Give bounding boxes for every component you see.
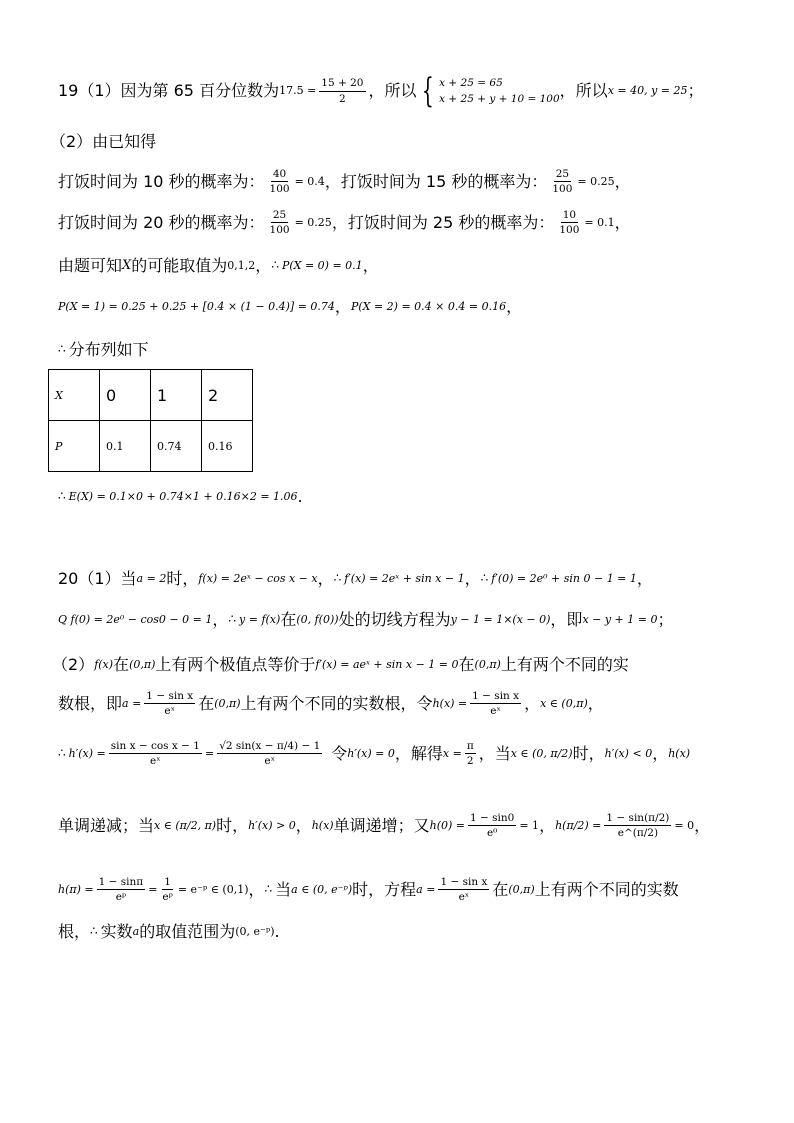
- table-cell: 2: [202, 370, 253, 421]
- math: h(x) =: [432, 696, 468, 710]
- text: ，当: [478, 743, 511, 763]
- therefore-symbol: ∴: [58, 489, 66, 504]
- text: 令: [331, 743, 348, 763]
- q20-monotonic-line: [58, 812, 754, 839]
- math: h(π/2) =: [555, 818, 602, 832]
- text: 20（1）当: [58, 569, 137, 588]
- text: ，即: [550, 610, 583, 629]
- fraction: [470, 690, 521, 717]
- q19-part1-line: [58, 71, 754, 111]
- text: ，: [614, 212, 631, 232]
- text: （2）由已知得: [50, 132, 157, 151]
- numerator: 1 − sin x: [144, 690, 195, 704]
- text: 分布列如下: [68, 340, 149, 359]
- text: （2）: [52, 655, 95, 674]
- math: x ∈ (π/2, π): [154, 818, 217, 832]
- fraction: [109, 740, 202, 767]
- table-cell: 0.16: [202, 421, 253, 472]
- q19-prob-calc-line: [58, 297, 754, 316]
- denominator: 100: [559, 224, 580, 237]
- denominator: eˣ: [490, 705, 501, 718]
- text: 在: [280, 610, 297, 629]
- therefore-symbol: ∴: [58, 746, 66, 761]
- math: E(X) = 0.1×0 + 0.74×1 + 0.16×2 = 1.06: [68, 490, 298, 503]
- text: ，: [539, 815, 556, 835]
- q19-expectation-line: [58, 487, 754, 506]
- denominator: 100: [552, 183, 573, 196]
- equation-row: x + 25 = 65: [439, 76, 503, 89]
- numerator: 1 − sin x: [438, 876, 489, 890]
- math: P(X = 0) = 0.1: [281, 259, 363, 272]
- text: ，: [524, 693, 541, 713]
- math: (0,π): [474, 658, 501, 671]
- math: y − 1 = 1×(x − 0): [450, 613, 551, 626]
- table-row: [49, 370, 253, 421]
- fraction: [160, 876, 174, 903]
- denominator: eˣ: [264, 755, 276, 768]
- math: h(x): [311, 818, 334, 832]
- fraction: [557, 209, 581, 236]
- numerator: π: [465, 740, 476, 754]
- text: ，: [652, 743, 669, 763]
- text: 时，方程: [352, 879, 417, 899]
- math: x − y + 1 = 0: [582, 613, 658, 626]
- text: 处的切线方程为: [338, 610, 451, 629]
- text: 实数: [100, 922, 133, 941]
- text: ，: [295, 815, 312, 835]
- text: ，打饭时间为 15 秒的概率为：: [324, 171, 548, 191]
- math: (0,π): [214, 696, 241, 710]
- text: 上有两个不同的实: [500, 655, 629, 674]
- math: (0,π): [508, 882, 535, 896]
- numerator: 1 − sinπ: [97, 876, 146, 890]
- table-cell: X: [49, 370, 100, 421]
- math: x ∈ (0, π/2): [510, 746, 573, 760]
- text: 在: [492, 879, 509, 899]
- math: X: [122, 257, 132, 273]
- text: ，解得: [394, 743, 443, 763]
- math: a ∈ (0, e⁻ᵖ): [291, 882, 353, 896]
- text: 在: [113, 655, 130, 674]
- text: 根，: [58, 922, 91, 941]
- text: ，: [317, 569, 334, 588]
- math: f(x) = 2eˣ − cos x − x: [198, 572, 318, 585]
- math: a =: [416, 882, 436, 896]
- fraction: [604, 812, 671, 839]
- math: Q f(0) = 2e⁰ − cos0 − 0 = 1: [58, 613, 213, 626]
- math: = e⁻ᵖ ∈ (0,1): [177, 882, 249, 896]
- text: 单调递增；又: [333, 815, 430, 835]
- text: 打饭时间为 10 秒的概率为：: [58, 171, 265, 191]
- numerator: 1 − sin0: [468, 812, 516, 826]
- text: .: [274, 922, 280, 941]
- table-cell: 0.74: [151, 421, 202, 472]
- denominator: e⁰: [486, 827, 498, 840]
- text: 时，: [572, 743, 605, 763]
- therefore-symbol: ∴: [228, 612, 237, 627]
- therefore-symbol: ∴: [333, 571, 342, 586]
- denominator: eᵖ: [162, 891, 173, 904]
- text: 由题可知: [58, 256, 123, 275]
- math: h(π) =: [58, 882, 94, 896]
- therefore-symbol: ∴: [90, 924, 98, 939]
- text: 在: [458, 655, 475, 674]
- numerator: √2 sin(x − π/4) − 1: [217, 740, 322, 754]
- math: a = 2: [136, 572, 167, 585]
- q19-values-line: [58, 256, 754, 275]
- q20-derivative-line: [58, 740, 754, 767]
- fraction: [319, 77, 365, 104]
- text: ，: [212, 610, 229, 629]
- q19-prob-line-1: [58, 168, 754, 195]
- numerator: sin x − cos x − 1: [109, 740, 202, 754]
- denominator: eˣ: [164, 705, 176, 718]
- math: (0, e⁻ᵖ): [235, 925, 275, 938]
- math: x =: [442, 746, 462, 760]
- text: 时，: [216, 815, 249, 835]
- text: ，: [334, 297, 351, 316]
- denominator: 2: [466, 755, 474, 768]
- fraction: [465, 740, 476, 767]
- denominator: eˣ: [150, 755, 161, 768]
- q20-conclusion-line: [58, 922, 754, 941]
- q19-part2-heading: [50, 132, 754, 151]
- table-cell: 1: [151, 370, 202, 421]
- math: 17.5 =: [279, 84, 317, 98]
- q20-part2-line: [52, 655, 754, 674]
- fraction: [217, 740, 322, 767]
- table-row: [49, 421, 253, 472]
- numerator: 1 − sin(π/2): [604, 812, 671, 826]
- math: P(X = 2) = 0.4 × 0.4 = 0.16: [350, 300, 507, 313]
- numerator: 15 + 20: [319, 77, 365, 91]
- fraction: [438, 876, 489, 903]
- text: ，: [614, 171, 631, 191]
- text: ，: [255, 256, 272, 275]
- text: 时，: [166, 569, 199, 588]
- denominator: e^(π/2): [617, 827, 659, 840]
- math: = 1: [519, 818, 540, 832]
- math: h(x): [668, 746, 691, 760]
- math: f(x): [94, 658, 114, 671]
- denominator: eˣ: [458, 891, 470, 904]
- text: 上有两个不同的实数: [534, 879, 679, 899]
- math: f′(x) = aeˣ + sin x − 1 = 0: [315, 658, 459, 671]
- math: h′(x) < 0: [604, 746, 653, 760]
- fraction: [268, 168, 292, 195]
- numerator: 10: [561, 209, 578, 223]
- math: = 0.1: [584, 215, 615, 229]
- left-brace: {: [421, 71, 434, 111]
- numerator: 1 − sin x: [470, 690, 521, 704]
- table-cell: 0.1: [100, 421, 151, 472]
- math: h(0) =: [429, 818, 465, 832]
- q19-prob-line-2: [58, 209, 754, 236]
- math: f′(x) = 2eˣ + sin x − 1: [344, 572, 465, 585]
- math: =: [204, 746, 215, 760]
- math: = 0: [674, 818, 695, 832]
- fraction: [550, 168, 574, 195]
- numerator: 25: [271, 209, 288, 223]
- text: ，: [636, 569, 653, 588]
- text: 上有两个极值点等价于: [155, 655, 316, 674]
- q20-range-line: [58, 876, 754, 903]
- text: ，打饭时间为 25 秒的概率为：: [331, 212, 555, 232]
- math: h′(x) = 0: [347, 746, 395, 760]
- equation-row: x + 25 + y + 10 = 100: [439, 93, 560, 105]
- text: 在: [198, 693, 215, 713]
- denominator: 100: [269, 224, 290, 237]
- therefore-symbol: ∴: [480, 571, 489, 586]
- math: 0,1,2: [227, 259, 256, 272]
- text: 的取值范围为: [139, 922, 236, 941]
- math: a =: [122, 696, 142, 710]
- table-cell: P: [49, 421, 100, 472]
- text: ；: [657, 610, 674, 629]
- math: f′(0) = 2e⁰ + sin 0 − 1 = 1: [491, 572, 637, 585]
- math: = 0.4: [294, 174, 325, 188]
- therefore-symbol: ∴: [58, 342, 66, 357]
- numerator: 1: [162, 876, 173, 890]
- text: ；: [687, 81, 704, 101]
- math: y = f(x): [239, 613, 281, 626]
- distribution-table: [48, 369, 253, 472]
- text: 当: [275, 879, 292, 899]
- text: ，所以: [368, 81, 417, 101]
- text: 19（1）因为第 65 百分位数为: [58, 81, 280, 101]
- fraction: [144, 690, 195, 717]
- math: = 0.25: [577, 174, 615, 188]
- text: 的可能取值为: [131, 256, 228, 275]
- q20-roots-line: [58, 690, 754, 717]
- therefore-symbol: ∴: [264, 882, 273, 897]
- numerator: 40: [271, 168, 288, 182]
- text: ，: [248, 879, 265, 899]
- text: 上有两个不同的实数根，令: [240, 693, 433, 713]
- text: 单调递减；当: [58, 815, 155, 835]
- equation-system: [417, 71, 560, 111]
- text: ，: [362, 256, 379, 275]
- text: ，: [694, 815, 711, 835]
- math: a: [132, 925, 140, 938]
- math: P(X = 1) = 0.25 + 0.25 + [0.4 × (1 − 0.4)] = 0.74: [58, 300, 335, 313]
- math: h′(x) =: [68, 746, 106, 760]
- table-cell: 0: [100, 370, 151, 421]
- math: (0,π): [129, 658, 156, 671]
- text: ，所以: [559, 81, 608, 101]
- math: h′(x) > 0: [248, 818, 296, 832]
- math: =: [148, 882, 158, 896]
- math: x ∈ (0,π): [540, 696, 588, 710]
- fraction: [268, 209, 292, 236]
- q19-distribution-heading: [58, 340, 754, 359]
- text: .: [297, 487, 303, 506]
- denominator: 100: [269, 183, 290, 196]
- math: x = 40, y = 25: [607, 84, 688, 98]
- text: ，: [587, 693, 604, 713]
- numerator: 25: [554, 168, 571, 182]
- text: ，: [464, 569, 481, 588]
- denominator: eᵖ: [115, 891, 127, 904]
- text: 数根，即: [58, 693, 123, 713]
- q20-part1-line: [58, 569, 754, 588]
- q20-tangent-line: [58, 610, 754, 629]
- therefore-symbol: ∴: [271, 258, 279, 273]
- text: 打饭时间为 20 秒的概率为：: [58, 212, 265, 232]
- fraction: [468, 812, 516, 839]
- text: ，: [506, 297, 523, 316]
- denominator: 2: [339, 92, 346, 105]
- fraction: [97, 876, 146, 903]
- math: = 0.25: [294, 215, 332, 229]
- math: (0, f(0)): [296, 613, 339, 626]
